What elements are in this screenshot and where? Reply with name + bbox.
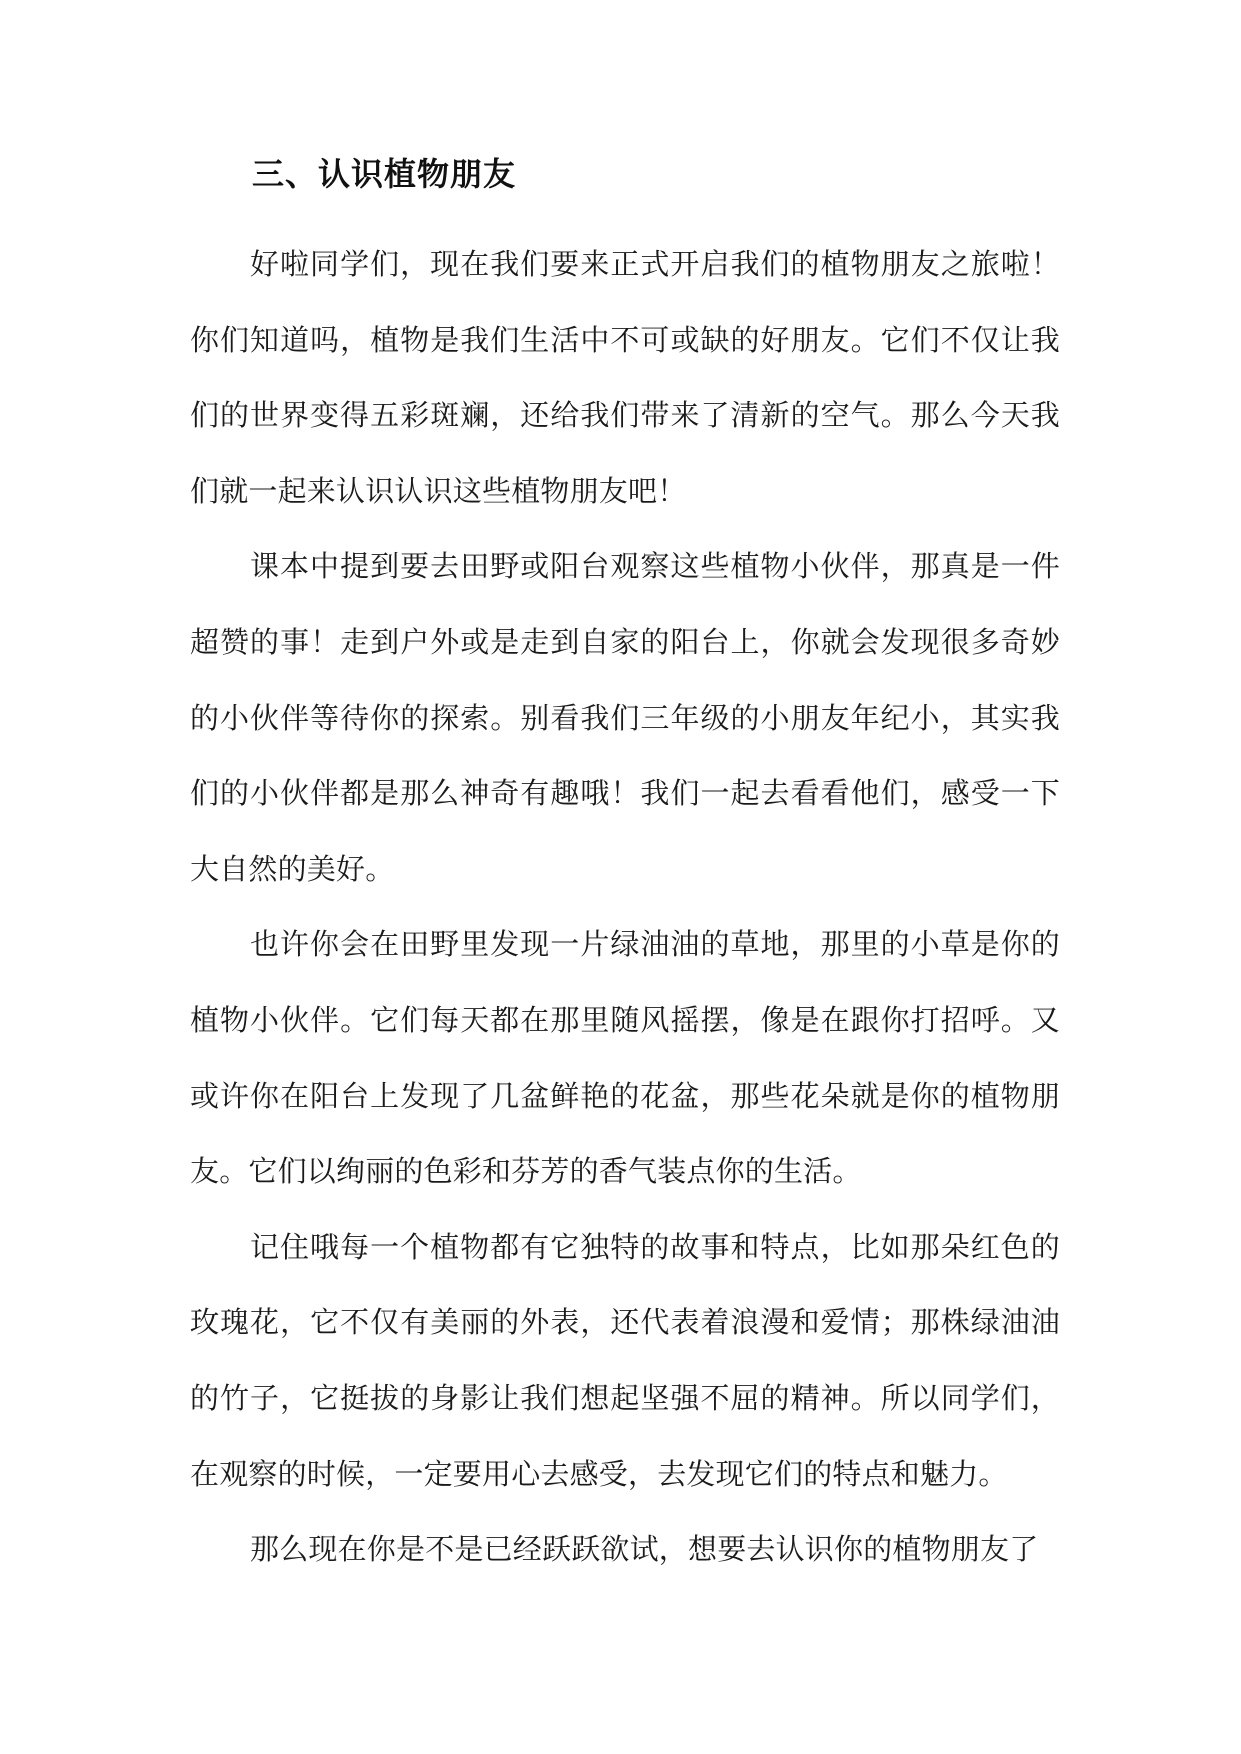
paragraph: 那么现在你是不是已经跃跃欲试，想要去认识你的植物朋友了 [250,1532,1039,1567]
paragraph: 好啦同学们，现在我们要来正式开启我们的植物朋友之旅啦！你们知道吗，植物是我们生活中不可或缺的好朋友。它们不仅让我们的世界变得五彩斑斓，还给我们带来了清新的空气。那么今天我们就一起来认识认识这些植物朋友吧！ [190,247,1060,508]
paragraph: 记住哦每一个植物都有它独特的故事和特点，比如那朵红色的玫瑰花，它不仅有美丽的外表，还代表着浪漫和爱情；那株绿油油的竹子，它挺拔的身影让我们想起坚强不屈的精神。所以同学们，在观察的时候，一定要用心去感受，去发现它们的特点和魅力。 [190,1229,1060,1491]
paragraph: 也许你会在田野里发现一片绿油油的草地，那里的小草是你的植物小伙伴。它们每天都在那里随风摇摆，像是在跟你打招呼。又或许你在阳台上发现了几盆鲜艳的花盆，那些花朵就是你的植物朋友。它们以绚丽的色彩和芬芳的香气装点你的生活。 [190,927,1060,1189]
section-heading: 三、认识植物朋友 [252,155,517,193]
paragraph: 课本中提到要去田野或阳台观察这些植物小伙伴，那真是一件超赞的事！走到户外或是走到自家的阳台上，你就会发现很多奇妙的小伙伴等待你的探索。别看我们三年级的小朋友年纪小，其实我们的小伙伴都是那么神奇有趣哦！我们一起去看看他们，感受一下大自然的美好。 [190,549,1060,886]
body-text [190,227,1060,1588]
